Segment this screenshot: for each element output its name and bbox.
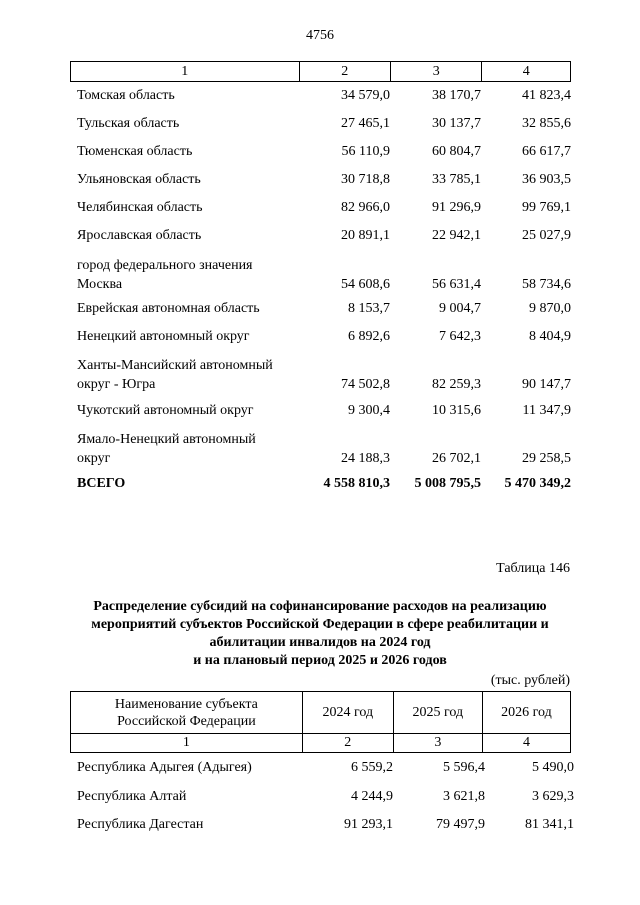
value-2026: 58 734,6 bbox=[522, 277, 571, 292]
value-2025: 26 702,1 bbox=[432, 451, 481, 466]
value-2026: 41 823,4 bbox=[522, 88, 571, 103]
table2-header bbox=[70, 691, 571, 753]
region-name bbox=[77, 327, 250, 346]
region-name-line: Москва bbox=[77, 277, 123, 292]
value-2026: 25 027,9 bbox=[522, 228, 571, 243]
header-subject-line2: Российской Федерации bbox=[117, 713, 256, 729]
value-2024: 6 892,6 bbox=[348, 329, 390, 344]
region-name bbox=[77, 142, 192, 161]
value-2025: 82 259,3 bbox=[432, 377, 481, 392]
title-line: мероприятий субъектов Российской Федерации в сфере реабилитации и bbox=[91, 617, 549, 632]
value-2025: 7 642,3 bbox=[439, 329, 481, 344]
value-2024: 91 293,1 bbox=[344, 817, 393, 832]
value-2026: 3 629,3 bbox=[532, 789, 574, 804]
region-name bbox=[77, 299, 260, 318]
subject-name: Республика Алтай bbox=[77, 789, 187, 804]
page-number: 4756 bbox=[306, 28, 334, 43]
header-2024: 2024 год bbox=[302, 692, 393, 734]
value-2025: 3 621,8 bbox=[443, 789, 485, 804]
region-name bbox=[77, 430, 256, 468]
value-2024: 20 891,1 bbox=[341, 228, 390, 243]
region-name-line: Тульская область bbox=[77, 116, 180, 131]
title-line: абилитации инвалидов на 2024 год bbox=[209, 635, 431, 650]
region-name-line: Ямало-Ненецкий автономный bbox=[77, 432, 256, 447]
region-name bbox=[77, 256, 253, 294]
value-2025: 60 804,7 bbox=[432, 144, 481, 159]
region-name-line: Чукотский автономный округ bbox=[77, 403, 254, 418]
value-2024: 24 188,3 bbox=[341, 451, 390, 466]
table2-num-col1: 1 bbox=[71, 734, 303, 753]
value-2025: 30 137,7 bbox=[432, 116, 481, 131]
region-name bbox=[77, 198, 203, 217]
value-2024: 74 502,8 bbox=[341, 377, 390, 392]
header-2026: 2026 год bbox=[482, 692, 570, 734]
table1-header-col3: 3 bbox=[391, 62, 482, 82]
title-line: и на плановый период 2025 и 2026 годов bbox=[193, 653, 447, 668]
region-name-line: округ bbox=[77, 451, 111, 466]
table2-num-col2: 2 bbox=[302, 734, 393, 753]
region-name-line: город федерального значения bbox=[77, 258, 253, 273]
region-name bbox=[77, 86, 175, 105]
value-2026: 36 903,5 bbox=[522, 172, 571, 187]
region-name-line: Ульяновская область bbox=[77, 172, 201, 187]
region-name bbox=[77, 356, 273, 394]
value-2026: 29 258,5 bbox=[522, 451, 571, 466]
region-name-line: Томская область bbox=[77, 88, 175, 103]
table1-header-col2: 2 bbox=[299, 62, 390, 82]
value-2026: 11 347,9 bbox=[522, 403, 571, 418]
region-name bbox=[77, 170, 201, 189]
region-name bbox=[77, 226, 201, 245]
value-2026: 81 341,1 bbox=[525, 817, 574, 832]
value-2024: 56 110,9 bbox=[341, 144, 390, 159]
value-2025: 10 315,6 bbox=[432, 403, 481, 418]
value-2026: 66 617,7 bbox=[522, 144, 571, 159]
value-2025: 9 004,7 bbox=[439, 301, 481, 316]
region-name bbox=[77, 114, 179, 133]
region-name-line: Ярославская область bbox=[77, 228, 202, 243]
value-2024: 34 579,0 bbox=[341, 88, 390, 103]
value-2025: 38 170,7 bbox=[432, 88, 481, 103]
value-2025: 79 497,9 bbox=[436, 817, 485, 832]
region-name-line: Ненецкий автономный округ bbox=[77, 329, 250, 344]
title-line: Распределение субсидий на софинансирование расходов на реализацию bbox=[93, 599, 547, 614]
region-name bbox=[77, 401, 254, 420]
value-2025: 5 596,4 bbox=[443, 760, 485, 775]
value-2026: 8 404,9 bbox=[529, 329, 571, 344]
value-2026: 9 870,0 bbox=[529, 301, 571, 316]
value-2025: 33 785,1 bbox=[432, 172, 481, 187]
header-2025: 2025 год bbox=[393, 692, 482, 734]
total-label: ВСЕГО bbox=[77, 476, 126, 491]
table2-title bbox=[60, 598, 580, 670]
region-name-line: Ханты-Мансийский автономный bbox=[77, 358, 273, 373]
units-label: (тыс. рублей) bbox=[490, 673, 570, 688]
total-2025: 5 008 795,5 bbox=[414, 476, 481, 491]
value-2024: 4 244,9 bbox=[351, 789, 393, 804]
value-2025: 22 942,1 bbox=[432, 228, 481, 243]
value-2026: 32 855,6 bbox=[522, 116, 571, 131]
value-2024: 27 465,1 bbox=[341, 116, 390, 131]
total-2024: 4 558 810,3 bbox=[323, 476, 390, 491]
region-name-line: Челябинская область bbox=[77, 200, 203, 215]
table1-header-col1: 1 bbox=[71, 62, 300, 82]
value-2024: 6 559,2 bbox=[351, 760, 393, 775]
subject-name: Республика Дагестан bbox=[77, 817, 204, 832]
value-2026: 90 147,7 bbox=[522, 377, 571, 392]
header-subject-name bbox=[71, 692, 303, 734]
value-2024: 30 718,8 bbox=[341, 172, 390, 187]
region-name-line: Тюменская область bbox=[77, 144, 193, 159]
subject-name: Республика Адыгея (Адыгея) bbox=[77, 760, 252, 775]
region-name-line: Еврейская автономная область bbox=[77, 301, 260, 316]
table1-header-col4: 4 bbox=[482, 62, 571, 82]
table-label: Таблица 146 bbox=[496, 561, 570, 576]
value-2025: 56 631,4 bbox=[432, 277, 481, 292]
value-2026: 5 490,0 bbox=[532, 760, 574, 775]
value-2024: 54 608,6 bbox=[341, 277, 390, 292]
value-2024: 9 300,4 bbox=[348, 403, 390, 418]
table2-num-col4: 4 bbox=[482, 734, 570, 753]
table2-num-col3: 3 bbox=[393, 734, 482, 753]
total-2026: 5 470 349,2 bbox=[504, 476, 571, 491]
value-2024: 82 966,0 bbox=[341, 200, 390, 215]
header-subject-line1: Наименование субъекта bbox=[114, 696, 258, 712]
table1-header bbox=[70, 61, 571, 82]
value-2026: 99 769,1 bbox=[522, 200, 571, 215]
value-2024: 8 153,7 bbox=[348, 301, 390, 316]
value-2025: 91 296,9 bbox=[432, 200, 481, 215]
region-name-line: округ - Югра bbox=[77, 377, 156, 392]
